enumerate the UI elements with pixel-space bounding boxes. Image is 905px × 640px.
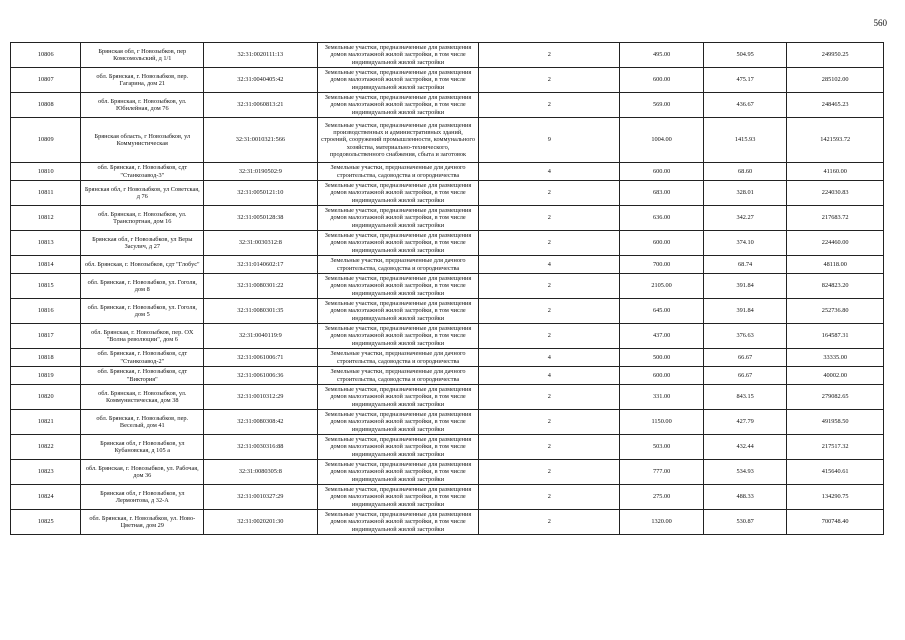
cadastral-number-cell: 32:31:0010327:29: [204, 485, 318, 510]
address-cell: обл. Брянская, г. Новозыбков, пер. OX "Волна революции", дом 6: [81, 324, 204, 349]
group-number-cell: 2: [479, 274, 620, 299]
specific-value-cell: 391.84: [703, 274, 787, 299]
land-use-cell: Земельные участки, предназначенные для размещения домов малоэтажной жилой застройки, в том числе индивидуальной жилой застройки: [317, 43, 479, 68]
land-use-cell: Земельные участки, предназначенные для размещения домов малоэтажной жилой застройки, в том числе индивидуальной жилой застройки: [317, 460, 479, 485]
cadastral-value-cell: 40002.00: [787, 367, 884, 385]
cadastral-number-cell: 32:31:0080305:8: [204, 460, 318, 485]
row-number: 10823: [11, 460, 81, 485]
area-cell: 600.00: [620, 367, 704, 385]
row-number: 10806: [11, 43, 81, 68]
address-cell: обл. Брянская, г. Новозыбков, ул. Коммунистическая, дом 38: [81, 385, 204, 410]
row-number: 10825: [11, 510, 81, 535]
row-number: 10807: [11, 68, 81, 93]
group-number-cell: 2: [479, 231, 620, 256]
row-number: 10811: [11, 181, 81, 206]
cadastral-value-cell: 224460.00: [787, 231, 884, 256]
area-cell: 2105.00: [620, 274, 704, 299]
row-number: 10813: [11, 231, 81, 256]
land-use-cell: Земельные участки, предназначенные для размещения домов малоэтажной жилой застройки, в том числе индивидуальной жилой застройки: [317, 385, 479, 410]
row-number: 10822: [11, 435, 81, 460]
land-use-cell: Земельные участки, предназначенные для размещения домов малоэтажной жилой застройки, в том числе индивидуальной жилой застройки: [317, 206, 479, 231]
group-number-cell: 2: [479, 485, 620, 510]
cadastral-value-cell: 285102.00: [787, 68, 884, 93]
specific-value-cell: 432.44: [703, 435, 787, 460]
land-use-cell: Земельные участки, предназначенные для размещения домов малоэтажной жилой застройки, в том числе индивидуальной жилой застройки: [317, 274, 479, 299]
cadastral-number-cell: 32:31:0080301:35: [204, 299, 318, 324]
table-row: [11, 299, 884, 324]
address-cell: обл. Брянская, г. Новозыбков, ул. Гоголя, дом 5: [81, 299, 204, 324]
land-use-cell: Земельные участки, предназначенные для дачного строительства, садоводства и огородничества: [317, 349, 479, 367]
table-row: [11, 385, 884, 410]
area-cell: 1150.00: [620, 410, 704, 435]
cadastral-value-cell: 700748.40: [787, 510, 884, 535]
cadastral-number-cell: 32:31:0040405:42: [204, 68, 318, 93]
table-row: [11, 206, 884, 231]
row-number: 10821: [11, 410, 81, 435]
group-number-cell: 2: [479, 410, 620, 435]
land-use-cell: Земельные участки, предназначенные для размещения домов малоэтажной жилой застройки, в том числе индивидуальной жилой застройки: [317, 410, 479, 435]
cadastral-value-cell: 217517.32: [787, 435, 884, 460]
cadastral-number-cell: 32:31:0061006:36: [204, 367, 318, 385]
area-cell: 1320.00: [620, 510, 704, 535]
land-use-cell: Земельные участки, предназначенные для размещения домов малоэтажной жилой застройки, в том числе индивидуальной жилой застройки: [317, 299, 479, 324]
group-number-cell: 4: [479, 256, 620, 274]
row-number: 10816: [11, 299, 81, 324]
registry-body: [11, 43, 884, 535]
address-cell: обл. Брянская, г. Новозыбков, пер. Гагарина, дом 21: [81, 68, 204, 93]
row-number: 10817: [11, 324, 81, 349]
cadastral-value-cell: 249950.25: [787, 43, 884, 68]
specific-value-cell: 374.10: [703, 231, 787, 256]
cadastral-value-cell: 415640.61: [787, 460, 884, 485]
group-number-cell: 4: [479, 163, 620, 181]
area-cell: 275.00: [620, 485, 704, 510]
table-row: [11, 181, 884, 206]
row-number: 10809: [11, 118, 81, 163]
cadastral-value-cell: 252736.80: [787, 299, 884, 324]
area-cell: 1004.00: [620, 118, 704, 163]
page-number: 560: [873, 18, 887, 28]
group-number-cell: 4: [479, 349, 620, 367]
table-row: [11, 367, 884, 385]
address-cell: обл. Брянская, г. Новозыбков, ул. Ново-Цветная, дом 29: [81, 510, 204, 535]
area-cell: 500.00: [620, 349, 704, 367]
land-registry-table: [10, 42, 884, 535]
table-row: [11, 118, 884, 163]
group-number-cell: 2: [479, 435, 620, 460]
specific-value-cell: 68.60: [703, 163, 787, 181]
address-cell: обл. Брянская, г. Новозыбков, пер. Веселый, дом 41: [81, 410, 204, 435]
row-number: 10808: [11, 93, 81, 118]
address-cell: Брянская обл, г Новозыбков, ул Кубановская, д 105 а: [81, 435, 204, 460]
address-cell: обл. Брянская, г. Новозыбков, ул. Транспортная, дом 16: [81, 206, 204, 231]
address-cell: Брянская обл, г Новозыбков, пер Комсомольский, д 1/1: [81, 43, 204, 68]
cadastral-value-cell: 41160.00: [787, 163, 884, 181]
area-cell: 503.00: [620, 435, 704, 460]
row-number: 10812: [11, 206, 81, 231]
address-cell: Брянская обл, г Новозыбков, ул Лермонтова, д 32-А: [81, 485, 204, 510]
specific-value-cell: 475.17: [703, 68, 787, 93]
address-cell: обл. Брянская, г. Новозыбков, ул. Гоголя, дом 8: [81, 274, 204, 299]
address-cell: обл. Брянская, г. Новозыбков, ул. Рабочая, дом 36: [81, 460, 204, 485]
row-number: 10820: [11, 385, 81, 410]
group-number-cell: 2: [479, 510, 620, 535]
table-row: [11, 435, 884, 460]
land-use-cell: Земельные участки, предназначенные для размещения домов малоэтажной жилой застройки, в том числе индивидуальной жилой застройки: [317, 231, 479, 256]
cadastral-number-cell: 32:31:0050121:10: [204, 181, 318, 206]
group-number-cell: 2: [479, 181, 620, 206]
table-row: [11, 256, 884, 274]
table-row: [11, 43, 884, 68]
row-number: 10814: [11, 256, 81, 274]
address-cell: обл. Брянская, г. Новозыбков, сдт "Виктория": [81, 367, 204, 385]
table-row: [11, 163, 884, 181]
specific-value-cell: 328.01: [703, 181, 787, 206]
area-cell: 437.00: [620, 324, 704, 349]
group-number-cell: 2: [479, 93, 620, 118]
land-use-cell: Земельные участки, предназначенные для размещения домов малоэтажной жилой застройки, в том числе индивидуальной жилой застройки: [317, 510, 479, 535]
specific-value-cell: 488.33: [703, 485, 787, 510]
cadastral-value-cell: 248465.23: [787, 93, 884, 118]
cadastral-number-cell: 32:31:0061006:71: [204, 349, 318, 367]
table-row: [11, 485, 884, 510]
address-cell: Брянская область, г Новозыбков, ул Коммунистическая: [81, 118, 204, 163]
address-cell: обл. Брянская, г. Новозыбков, сдт "Станкозавод-3": [81, 163, 204, 181]
cadastral-number-cell: 32:31:0010321:566: [204, 118, 318, 163]
cadastral-number-cell: 32:31:0040119:9: [204, 324, 318, 349]
cadastral-number-cell: 32:31:0020111:13: [204, 43, 318, 68]
cadastral-value-cell: 164587.31: [787, 324, 884, 349]
specific-value-cell: 1415.93: [703, 118, 787, 163]
address-cell: обл. Брянская, г. Новозыбков, сдт "Глобус": [81, 256, 204, 274]
row-number: 10819: [11, 367, 81, 385]
table-row: [11, 93, 884, 118]
group-number-cell: 2: [479, 43, 620, 68]
specific-value-cell: 376.63: [703, 324, 787, 349]
specific-value-cell: 504.95: [703, 43, 787, 68]
area-cell: 777.00: [620, 460, 704, 485]
land-use-cell: Земельные участки, предназначенные для дачного строительства, садоводства и огородничества: [317, 163, 479, 181]
cadastral-value-cell: 217683.72: [787, 206, 884, 231]
address-cell: обл. Брянская, г. Новозыбков, сдт "Станкозавод-2": [81, 349, 204, 367]
area-cell: 600.00: [620, 68, 704, 93]
specific-value-cell: 427.79: [703, 410, 787, 435]
table-row: [11, 410, 884, 435]
area-cell: 683.00: [620, 181, 704, 206]
cadastral-value-cell: 1421593.72: [787, 118, 884, 163]
cadastral-value-cell: 491958.50: [787, 410, 884, 435]
area-cell: 495.00: [620, 43, 704, 68]
land-use-cell: Земельные участки, предназначенные для дачного строительства, садоводства и огородничества: [317, 256, 479, 274]
area-cell: 700.00: [620, 256, 704, 274]
table-row: [11, 68, 884, 93]
cadastral-value-cell: 33335.00: [787, 349, 884, 367]
specific-value-cell: 530.87: [703, 510, 787, 535]
row-number: 10818: [11, 349, 81, 367]
cadastral-value-cell: 224030.83: [787, 181, 884, 206]
cadastral-value-cell: 279082.65: [787, 385, 884, 410]
cadastral-value-cell: 48118.00: [787, 256, 884, 274]
address-cell: Брянская обл, г Новозыбков, ул Советская, д 76: [81, 181, 204, 206]
address-cell: обл. Брянская, г. Новозыбков, ул. Юбилейная, дом 76: [81, 93, 204, 118]
group-number-cell: 2: [479, 324, 620, 349]
cadastral-number-cell: 32:31:0010312:29: [204, 385, 318, 410]
land-use-cell: Земельные участки, предназначенные для размещения домов малоэтажной жилой застройки, в том числе индивидуальной жилой застройки: [317, 435, 479, 460]
group-number-cell: 2: [479, 206, 620, 231]
table-row: [11, 231, 884, 256]
cadastral-number-cell: 32:31:0050128:38: [204, 206, 318, 231]
cadastral-number-cell: 32:31:0020201:30: [204, 510, 318, 535]
area-cell: 569.00: [620, 93, 704, 118]
cadastral-value-cell: 824823.20: [787, 274, 884, 299]
group-number-cell: 2: [479, 385, 620, 410]
cadastral-number-cell: 32:31:0080308:42: [204, 410, 318, 435]
group-number-cell: 9: [479, 118, 620, 163]
specific-value-cell: 391.84: [703, 299, 787, 324]
row-number: 10815: [11, 274, 81, 299]
specific-value-cell: 843.15: [703, 385, 787, 410]
group-number-cell: 2: [479, 299, 620, 324]
land-use-cell: Земельные участки, предназначенные для размещения домов малоэтажной жилой застройки, в том числе индивидуальной жилой застройки: [317, 181, 479, 206]
cadastral-number-cell: 32:31:0030312:8: [204, 231, 318, 256]
cadastral-number-cell: 32:31:0140602:17: [204, 256, 318, 274]
land-use-cell: Земельные участки, предназначенные для размещения производственных и административных зданий, строений, сооружений промышленности, коммунального хозяйства, материально-технического, продовольственного снабжения, сбыта и заготовок: [317, 118, 479, 163]
group-number-cell: 2: [479, 68, 620, 93]
land-use-cell: Земельные участки, предназначенные для размещения домов малоэтажной жилой застройки, в том числе индивидуальной жилой застройки: [317, 324, 479, 349]
cadastral-number-cell: 32:31:0080301:22: [204, 274, 318, 299]
area-cell: 600.00: [620, 163, 704, 181]
land-use-cell: Земельные участки, предназначенные для размещения домов малоэтажной жилой застройки, в том числе индивидуальной жилой застройки: [317, 93, 479, 118]
table-row: [11, 349, 884, 367]
row-number: 10824: [11, 485, 81, 510]
table-row: [11, 510, 884, 535]
specific-value-cell: 66.67: [703, 367, 787, 385]
area-cell: 331.00: [620, 385, 704, 410]
cadastral-number-cell: 32:31:0190502:9: [204, 163, 318, 181]
table-row: [11, 274, 884, 299]
table-row: [11, 324, 884, 349]
specific-value-cell: 68.74: [703, 256, 787, 274]
cadastral-value-cell: 134290.75: [787, 485, 884, 510]
row-number: 10810: [11, 163, 81, 181]
cadastral-number-cell: 32:31:0030316:88: [204, 435, 318, 460]
specific-value-cell: 534.93: [703, 460, 787, 485]
land-use-cell: Земельные участки, предназначенные для дачного строительства, садоводства и огородничества: [317, 367, 479, 385]
address-cell: Брянская обл, г Новозыбков, ул Веры Засулич, д 27: [81, 231, 204, 256]
land-use-cell: Земельные участки, предназначенные для размещения домов малоэтажной жилой застройки, в том числе индивидуальной жилой застройки: [317, 68, 479, 93]
area-cell: 600.00: [620, 231, 704, 256]
cadastral-number-cell: 32:31:0060813:21: [204, 93, 318, 118]
area-cell: 645.00: [620, 299, 704, 324]
area-cell: 636.00: [620, 206, 704, 231]
group-number-cell: 4: [479, 367, 620, 385]
group-number-cell: 2: [479, 460, 620, 485]
specific-value-cell: 66.67: [703, 349, 787, 367]
land-use-cell: Земельные участки, предназначенные для размещения домов малоэтажной жилой застройки, в том числе индивидуальной жилой застройки: [317, 485, 479, 510]
specific-value-cell: 342.27: [703, 206, 787, 231]
table-row: [11, 460, 884, 485]
specific-value-cell: 436.67: [703, 93, 787, 118]
